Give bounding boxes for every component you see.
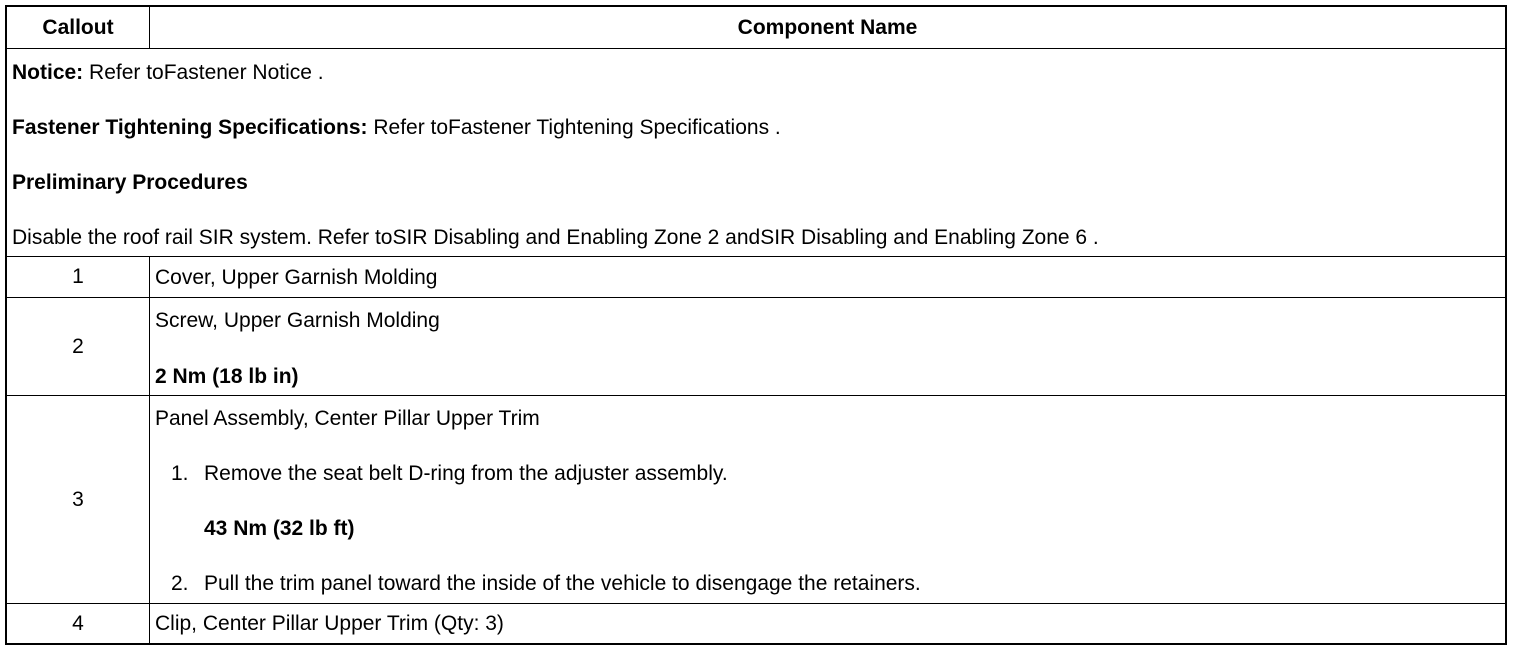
torque-spec: 2 Nm (18 lb in): [155, 365, 299, 388]
notice-line: [12, 61, 324, 85]
notice-label: Notice:: [12, 61, 84, 84]
notice-text: Refer toFastener Notice .: [83, 61, 324, 84]
step-text: Pull the trim panel toward the inside of the vehicle to disengage the retainers.: [204, 572, 921, 595]
callout-header: Callout: [42, 15, 114, 39]
preliminary-text: Disable the roof rail SIR system. Refer toSIR Disabling and Enabling Zone 2 andSIR Disabling and Enabling Zone 6 .: [12, 226, 1099, 249]
table-row: [7, 604, 1505, 643]
preliminary-heading: Preliminary Procedures: [12, 171, 248, 194]
table-row: [7, 396, 1505, 604]
step-text: Remove the seat belt D-ring from the adjuster assembly.: [204, 462, 728, 485]
component-name: Clip, Center Pillar Upper Trim (Qty: 3): [155, 612, 504, 635]
component-name: Panel Assembly, Center Pillar Upper Trim: [155, 407, 540, 430]
column-divider: [149, 396, 150, 604]
fastener-text: Refer toFastener Tightening Specifications .: [367, 116, 781, 139]
callout-cell: 2: [72, 334, 84, 358]
table-row: [7, 298, 1505, 396]
table-row: [7, 257, 1505, 298]
table-header-row: [7, 7, 1505, 49]
component-name-header: Component Name: [737, 16, 918, 39]
column-divider: [149, 298, 150, 396]
callout-cell: 1: [72, 265, 84, 288]
notes-row: [7, 49, 1505, 257]
callout-cell: 4: [72, 611, 84, 635]
callout-cell: 3: [72, 487, 84, 511]
step-number: 1.: [171, 462, 189, 485]
step-number: 2.: [171, 572, 189, 595]
component-name: Cover, Upper Garnish Molding: [155, 266, 438, 289]
fastener-label: Fastener Tightening Specifications:: [12, 116, 368, 139]
component-table: [5, 5, 1507, 645]
fastener-line: [12, 116, 781, 140]
torque-spec: 43 Nm (32 lb ft): [204, 517, 355, 540]
column-divider: [149, 604, 150, 643]
component-name: Screw, Upper Garnish Molding: [155, 309, 440, 332]
column-divider: [149, 257, 150, 298]
